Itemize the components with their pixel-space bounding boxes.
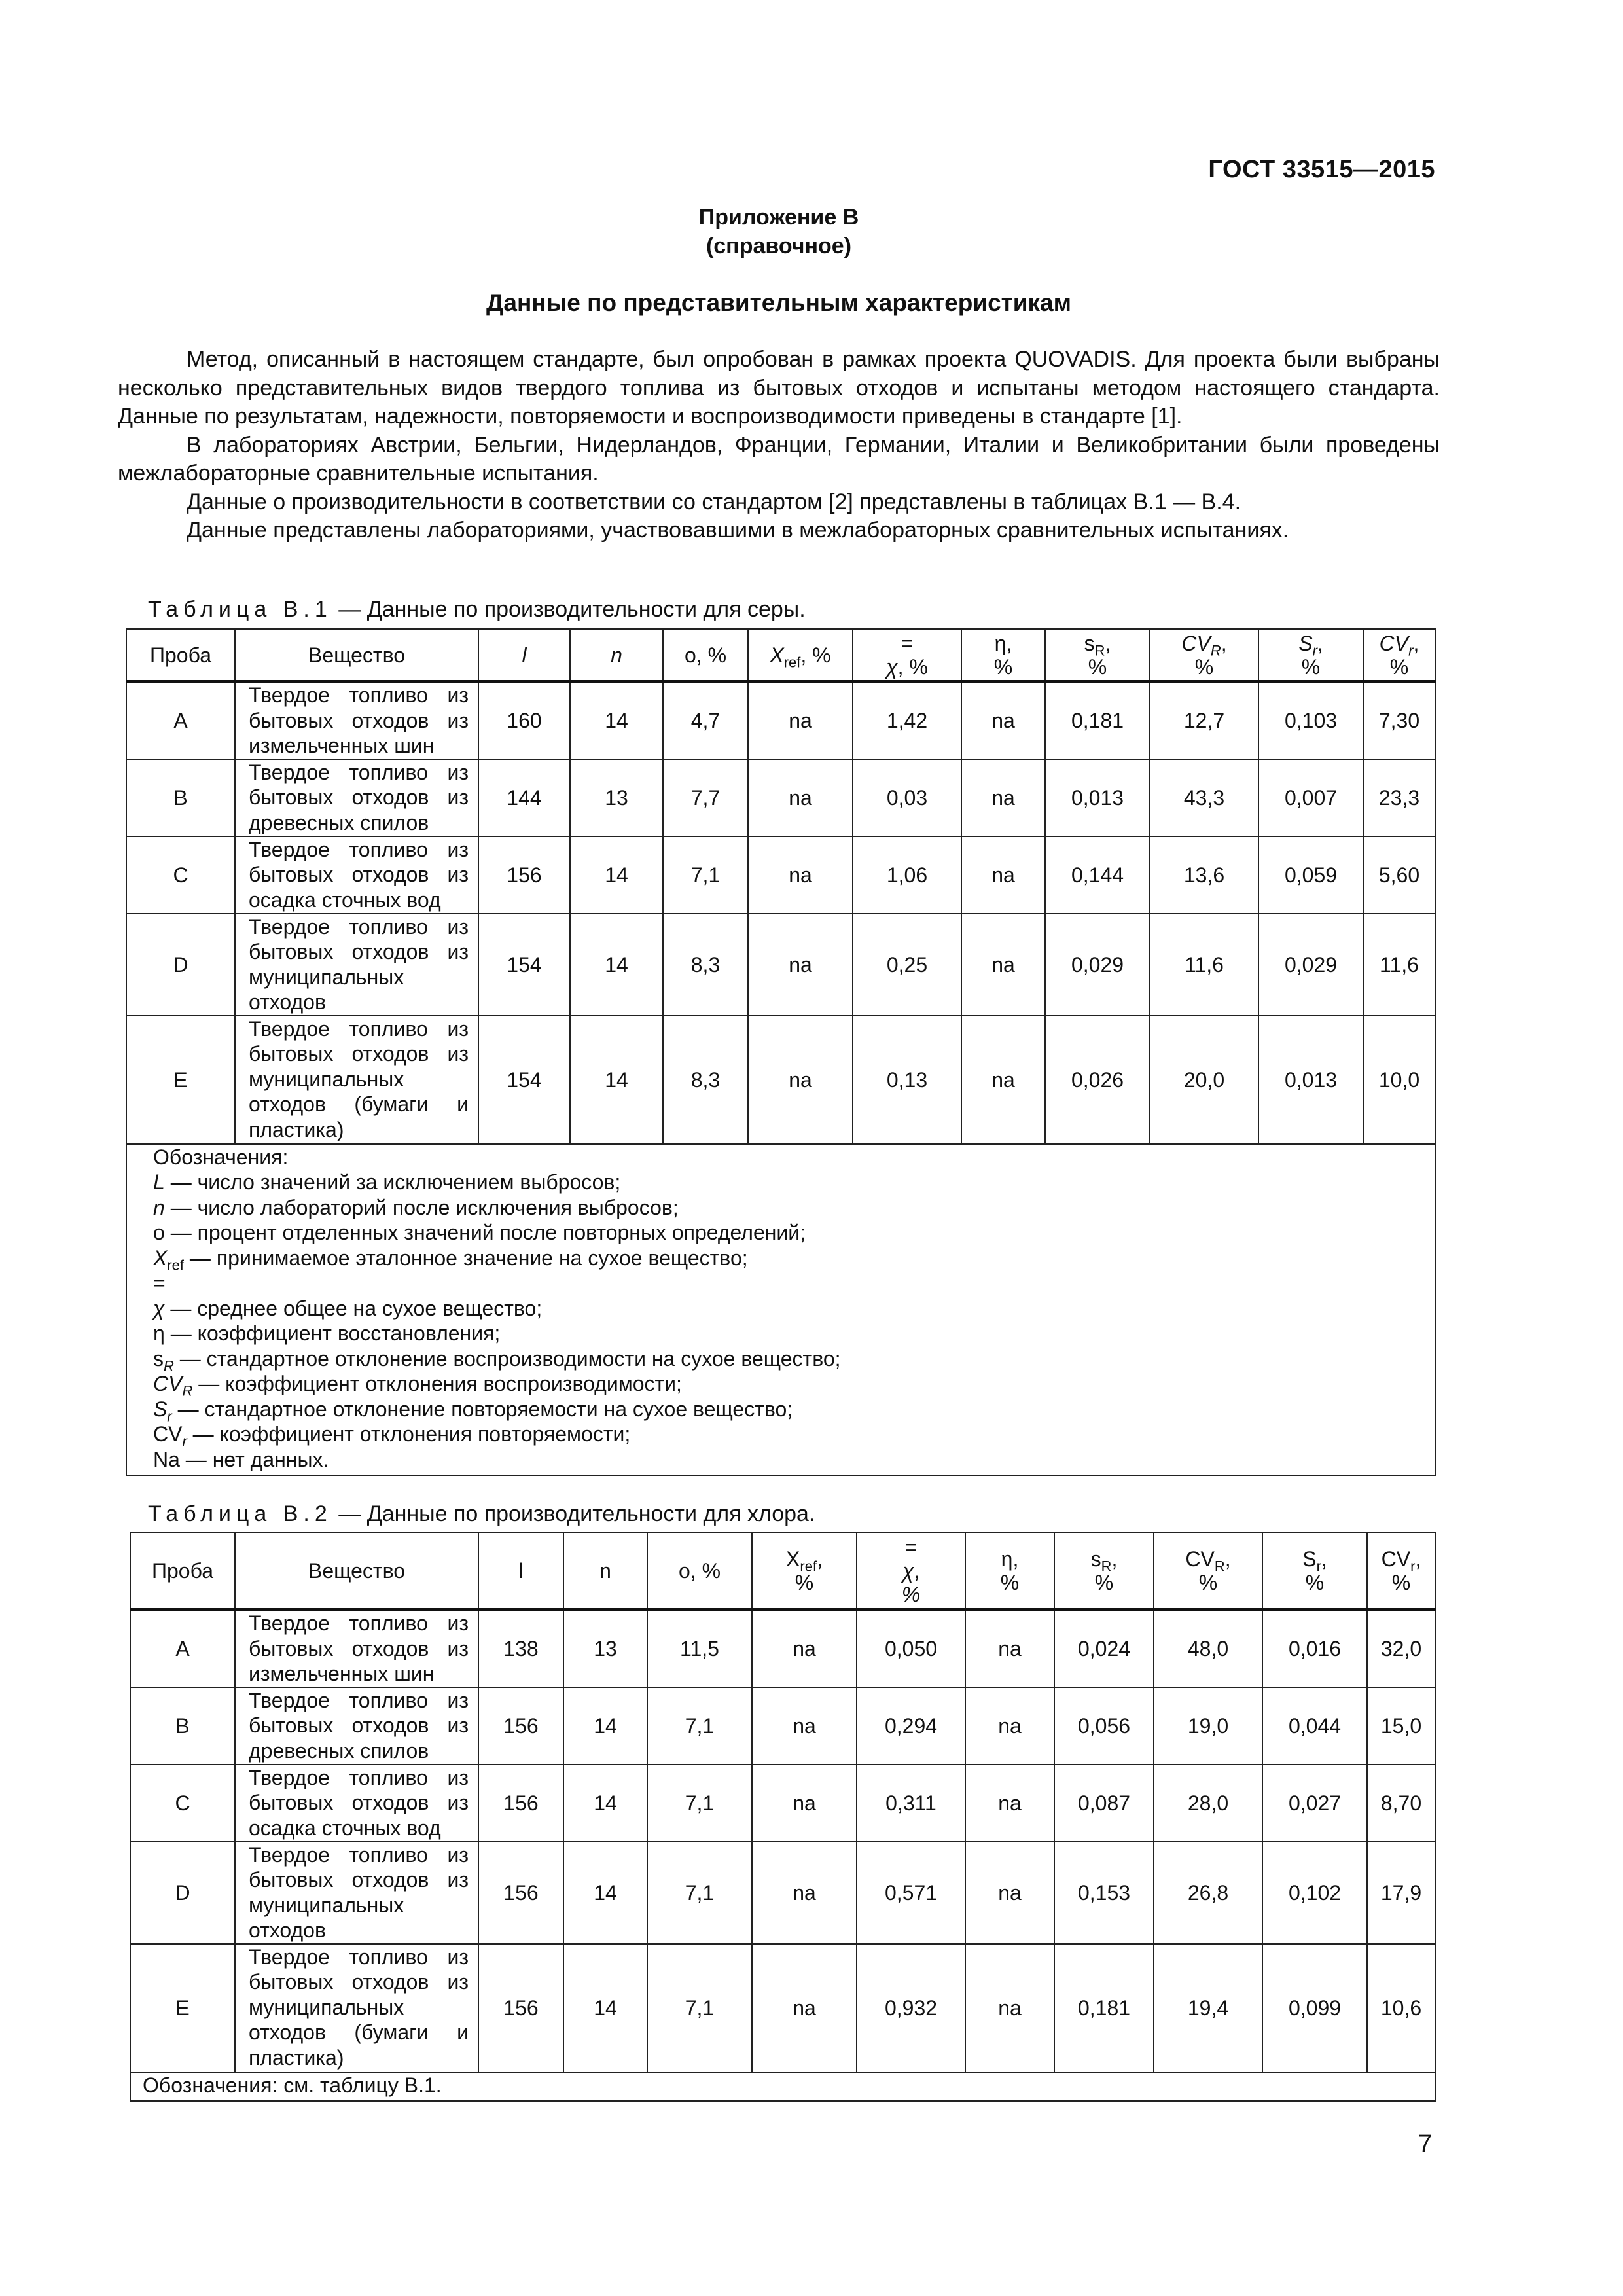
- cell-o: 4,7: [663, 681, 748, 759]
- cell-sample: A: [126, 681, 235, 759]
- cell-xbar: 0,311: [857, 1765, 965, 1842]
- paragraph: Метод, описанный в настоящем стандарте, был опробован в рамках проекта QUOVADIS. Для проекта были выбраны несколько представительных видов твердого топлива из бытовых отходов и испытаны методом настоящего стандарта. Данные по результатам, надежности, повторяемости и воспроизводимости приведены в стандарте [1].: [118, 347, 1440, 429]
- cell-eta: na: [961, 836, 1045, 914]
- cell-cv-rep: 8,70: [1367, 1765, 1435, 1842]
- cell-s-rep: 0,016: [1262, 1609, 1367, 1687]
- cell-sr: 0,024: [1054, 1609, 1154, 1687]
- cell-l: 156: [478, 836, 570, 914]
- table2-header-row: [130, 1532, 1435, 1609]
- cell-substance: Твердое топливо из бытовых отходов из муниципальных отходов (бумаги и пластика): [235, 1944, 478, 2072]
- cell-o: 7,1: [647, 1765, 752, 1842]
- cell-o: 7,1: [647, 1687, 752, 1765]
- cell-s-rep: 0,027: [1262, 1765, 1367, 1842]
- cell-substance: Твердое топливо из бытовых отходов из древесных спилов: [235, 759, 478, 836]
- cell-o: 8,3: [663, 1016, 748, 1144]
- col-l-header: l: [478, 1532, 563, 1609]
- cell-xref: na: [748, 759, 853, 836]
- cell-xbar: 0,050: [857, 1609, 965, 1687]
- col-o-header: o, %: [663, 629, 748, 681]
- table-row: [126, 1016, 1435, 1144]
- table1-caption: [148, 597, 806, 622]
- notes-title: Обозначения:: [153, 1145, 289, 1169]
- cell-xbar: 0,25: [853, 914, 961, 1016]
- cell-o: 11,5: [647, 1609, 752, 1687]
- cell-xbar: 1,42: [853, 681, 961, 759]
- annex-heading: [0, 203, 1558, 260]
- cell-sample: E: [126, 1016, 235, 1144]
- cell-cvr: 43,3: [1150, 759, 1258, 836]
- cell-eta: na: [965, 1842, 1054, 1944]
- paragraph: В лабораториях Австрии, Бельгии, Нидерландов, Франции, Германии, Италии и Великобритании были проведены межлабораторные сравнительные испытания.: [118, 432, 1440, 486]
- table2-caption-text: — Данные по производительности для хлора.: [332, 1501, 815, 1526]
- cell-sample: E: [130, 1944, 235, 2072]
- cell-substance: Твердое топливо из бытовых отходов из муниципальных отходов: [235, 914, 478, 1016]
- cell-cvr: 11,6: [1150, 914, 1258, 1016]
- cell-sr: 0,181: [1045, 681, 1150, 759]
- cell-sample: D: [126, 914, 235, 1016]
- cell-s-rep: 0,059: [1258, 836, 1363, 914]
- col-xref-header: $X_{ref}$, %: [748, 629, 853, 681]
- col-cvr-header: $CV_R$, %: [1150, 629, 1258, 681]
- cell-n: 14: [563, 1765, 647, 1842]
- table1-caption-prefix: Таблица В.1: [148, 597, 332, 622]
- page-number: 7: [1418, 2130, 1432, 2158]
- cell-xref: na: [752, 1842, 857, 1944]
- cell-n: 14: [563, 1944, 647, 2072]
- paragraph: Данные о производительности в соответствии со стандартом [2] представлены в таблицах В.1 — В.4.: [187, 489, 1241, 514]
- table-row: [126, 914, 1435, 1016]
- cell-sample: A: [130, 1609, 235, 1687]
- cell-substance: Твердое топливо из бытовых отходов из осадка сточных вод: [235, 1765, 478, 1842]
- cell-xbar: 0,13: [853, 1016, 961, 1144]
- note-line: $CV_r$ — коэффициент отклонения повторяемости;: [153, 1422, 631, 1450]
- table1-notes: [126, 1144, 1435, 1476]
- col-cv-rep-header: $CV_r$, %: [1367, 1532, 1435, 1609]
- cell-sr: 0,056: [1054, 1687, 1154, 1765]
- table2-notes-row: [130, 2072, 1435, 2102]
- table-row: [130, 1842, 1435, 1944]
- cell-substance: Твердое топливо из бытовых отходов из измельченных шин: [235, 1609, 478, 1687]
- col-sample-header: Проба: [130, 1532, 235, 1609]
- cell-xbar: 0,932: [857, 1944, 965, 2072]
- cell-n: 13: [563, 1609, 647, 1687]
- cell-substance: Твердое топливо из бытовых отходов из древесных спилов: [235, 1687, 478, 1765]
- col-substance-header: Вещество: [235, 629, 478, 681]
- cell-sr: 0,181: [1054, 1944, 1154, 2072]
- cell-o: 8,3: [663, 914, 748, 1016]
- cell-sr: 0,153: [1054, 1842, 1154, 1944]
- cell-cv-rep: 23,3: [1363, 759, 1435, 836]
- col-s-rep-header: $S_r$, %: [1262, 1532, 1367, 1609]
- table2-chlorine: [130, 1532, 1436, 2102]
- note-line: =: [153, 1271, 166, 1295]
- section-title: Данные по представительным характеристикам: [486, 289, 1071, 316]
- cell-n: 13: [570, 759, 663, 836]
- cell-l: 156: [478, 1842, 563, 1944]
- cell-sample: C: [130, 1765, 235, 1842]
- cell-xref: na: [748, 836, 853, 914]
- table2-caption-prefix: Таблица В.2: [148, 1501, 332, 1526]
- table-row: [126, 759, 1435, 836]
- cell-xref: na: [752, 1609, 857, 1687]
- note-line: η — коэффициент восстановления;: [153, 1321, 501, 1345]
- col-l-header: l: [478, 629, 570, 681]
- cell-eta: na: [965, 1687, 1054, 1765]
- cell-sample: B: [130, 1687, 235, 1765]
- cell-o: 7,1: [647, 1842, 752, 1944]
- cell-substance: Твердое топливо из бытовых отходов из осадка сточных вод: [235, 836, 478, 914]
- standard-number: ГОСТ 33515—2015: [1208, 156, 1435, 183]
- cell-s-rep: 0,029: [1258, 914, 1363, 1016]
- table1-sulfur: [126, 628, 1436, 1476]
- col-s-rep-header: $S_r$, %: [1258, 629, 1363, 681]
- table1-header-row: [126, 629, 1435, 681]
- note-line: χ — среднее общее на сухое вещество;: [153, 1296, 543, 1320]
- cell-sample: D: [130, 1842, 235, 1944]
- col-sample-header: Проба: [126, 629, 235, 681]
- cell-cvr: 28,0: [1154, 1765, 1262, 1842]
- cell-xref: na: [748, 1016, 853, 1144]
- cell-eta: na: [965, 1944, 1054, 2072]
- cell-cvr: 48,0: [1154, 1609, 1262, 1687]
- cell-n: 14: [570, 1016, 663, 1144]
- note-line: Na — нет данных.: [153, 1447, 329, 1471]
- cell-eta: na: [961, 681, 1045, 759]
- table-row: [130, 1687, 1435, 1765]
- cell-xref: na: [752, 1944, 857, 2072]
- col-cvr-header: $CV_R$, %: [1154, 1532, 1262, 1609]
- col-eta-header: η, %: [961, 629, 1045, 681]
- cell-s-rep: 0,102: [1262, 1842, 1367, 1944]
- cell-eta: na: [961, 1016, 1045, 1144]
- col-sr-header: $s_R$, %: [1045, 629, 1150, 681]
- col-xref-header: $X_{ref}$, %: [752, 1532, 857, 1609]
- col-o-header: o, %: [647, 1532, 752, 1609]
- table-row: [130, 1944, 1435, 2072]
- cell-cv-rep: 32,0: [1367, 1609, 1435, 1687]
- cell-l: 156: [478, 1687, 563, 1765]
- note-line: $s_R$ — стандартное отклонение воспроизводимости на сухое вещество;: [153, 1346, 841, 1374]
- cell-s-rep: 0,007: [1258, 759, 1363, 836]
- cell-l: 154: [478, 1016, 570, 1144]
- note-line: L — число значений за исключением выбросов;: [153, 1170, 621, 1194]
- col-eta-header: η, %: [965, 1532, 1054, 1609]
- table2-caption: [148, 1501, 815, 1527]
- cell-cvr: 19,0: [1154, 1687, 1262, 1765]
- cell-sr: 0,087: [1054, 1765, 1154, 1842]
- cell-l: 156: [478, 1765, 563, 1842]
- intro-text: [118, 346, 1440, 545]
- cell-sr: 0,029: [1045, 914, 1150, 1016]
- cell-substance: Твердое топливо из бытовых отходов из муниципальных отходов: [235, 1842, 478, 1944]
- cell-l: 156: [478, 1944, 563, 2072]
- col-sr-header: $s_R$, %: [1054, 1532, 1154, 1609]
- col-xbar-header: = χ, %: [853, 629, 961, 681]
- cell-s-rep: 0,013: [1258, 1016, 1363, 1144]
- cell-cvr: 26,8: [1154, 1842, 1262, 1944]
- cell-xbar: 0,571: [857, 1842, 965, 1944]
- cell-substance: Твердое топливо из бытовых отходов из измельченных шин: [235, 681, 478, 759]
- cell-cv-rep: 5,60: [1363, 836, 1435, 914]
- cell-s-rep: 0,099: [1262, 1944, 1367, 2072]
- cell-eta: na: [961, 759, 1045, 836]
- cell-cvr: 19,4: [1154, 1944, 1262, 2072]
- col-n-header: n: [563, 1532, 647, 1609]
- col-xbar-header: = χ, %: [857, 1532, 965, 1609]
- table2-notes: Обозначения: см. таблицу В.1.: [130, 2072, 1435, 2102]
- table1-notes-row: [126, 1144, 1435, 1476]
- note-line: n — число лабораторий после исключения выбросов;: [153, 1195, 679, 1219]
- cell-eta: na: [961, 914, 1045, 1016]
- annex-title: Приложение В: [698, 205, 859, 230]
- cell-cv-rep: 11,6: [1363, 914, 1435, 1016]
- cell-xbar: 0,03: [853, 759, 961, 836]
- cell-eta: na: [965, 1765, 1054, 1842]
- cell-xref: na: [748, 681, 853, 759]
- cell-xref: na: [752, 1765, 857, 1842]
- cell-n: 14: [563, 1842, 647, 1944]
- col-substance-header: Вещество: [235, 1532, 478, 1609]
- cell-l: 160: [478, 681, 570, 759]
- cell-cvr: 20,0: [1150, 1016, 1258, 1144]
- cell-xref: na: [752, 1687, 857, 1765]
- cell-xbar: 0,294: [857, 1687, 965, 1765]
- cell-cv-rep: 17,9: [1367, 1842, 1435, 1944]
- cell-o: 7,1: [647, 1944, 752, 2072]
- table-row: [130, 1609, 1435, 1687]
- note-line: $S_r$ — стандартное отклонение повторяемости на сухое вещество;: [153, 1397, 793, 1424]
- cell-cvr: 13,6: [1150, 836, 1258, 914]
- cell-n: 14: [563, 1687, 647, 1765]
- cell-s-rep: 0,103: [1258, 681, 1363, 759]
- cell-cv-rep: 7,30: [1363, 681, 1435, 759]
- cell-cv-rep: 15,0: [1367, 1687, 1435, 1765]
- table-row: [130, 1765, 1435, 1842]
- annex-status: (справочное): [705, 234, 852, 259]
- cell-s-rep: 0,044: [1262, 1687, 1367, 1765]
- cell-l: 138: [478, 1609, 563, 1687]
- table1-caption-text: — Данные по производительности для серы.: [332, 597, 806, 622]
- col-n-header: n: [570, 629, 663, 681]
- cell-l: 144: [478, 759, 570, 836]
- note-line: $X_{ref}$ — принимаемое эталонное значение на сухое вещество;: [153, 1246, 748, 1273]
- cell-eta: na: [965, 1609, 1054, 1687]
- cell-n: 14: [570, 836, 663, 914]
- table-row: [126, 836, 1435, 914]
- cell-sr: 0,013: [1045, 759, 1150, 836]
- cell-sr: 0,144: [1045, 836, 1150, 914]
- cell-sample: B: [126, 759, 235, 836]
- cell-sr: 0,026: [1045, 1016, 1150, 1144]
- paragraph: Данные представлены лабораториями, участвовавшими в межлабораторных сравнительных испытаниях.: [187, 518, 1289, 543]
- cell-cv-rep: 10,0: [1363, 1016, 1435, 1144]
- cell-xref: na: [748, 914, 853, 1016]
- cell-n: 14: [570, 681, 663, 759]
- cell-cv-rep: 10,6: [1367, 1944, 1435, 2072]
- cell-o: 7,1: [663, 836, 748, 914]
- table-row: [126, 681, 1435, 759]
- cell-n: 14: [570, 914, 663, 1016]
- cell-xbar: 1,06: [853, 836, 961, 914]
- cell-l: 154: [478, 914, 570, 1016]
- cell-o: 7,7: [663, 759, 748, 836]
- cell-sample: C: [126, 836, 235, 914]
- note-line: $CV_R$ — коэффициент отклонения воспроизводимости;: [153, 1372, 682, 1399]
- cell-cvr: 12,7: [1150, 681, 1258, 759]
- cell-substance: Твердое топливо из бытовых отходов из муниципальных отходов (бумаги и пластика): [235, 1016, 478, 1144]
- col-cv-rep-header: $CV_r$, %: [1363, 629, 1435, 681]
- note-line: o — процент отделенных значений после повторных определений;: [153, 1221, 806, 1244]
